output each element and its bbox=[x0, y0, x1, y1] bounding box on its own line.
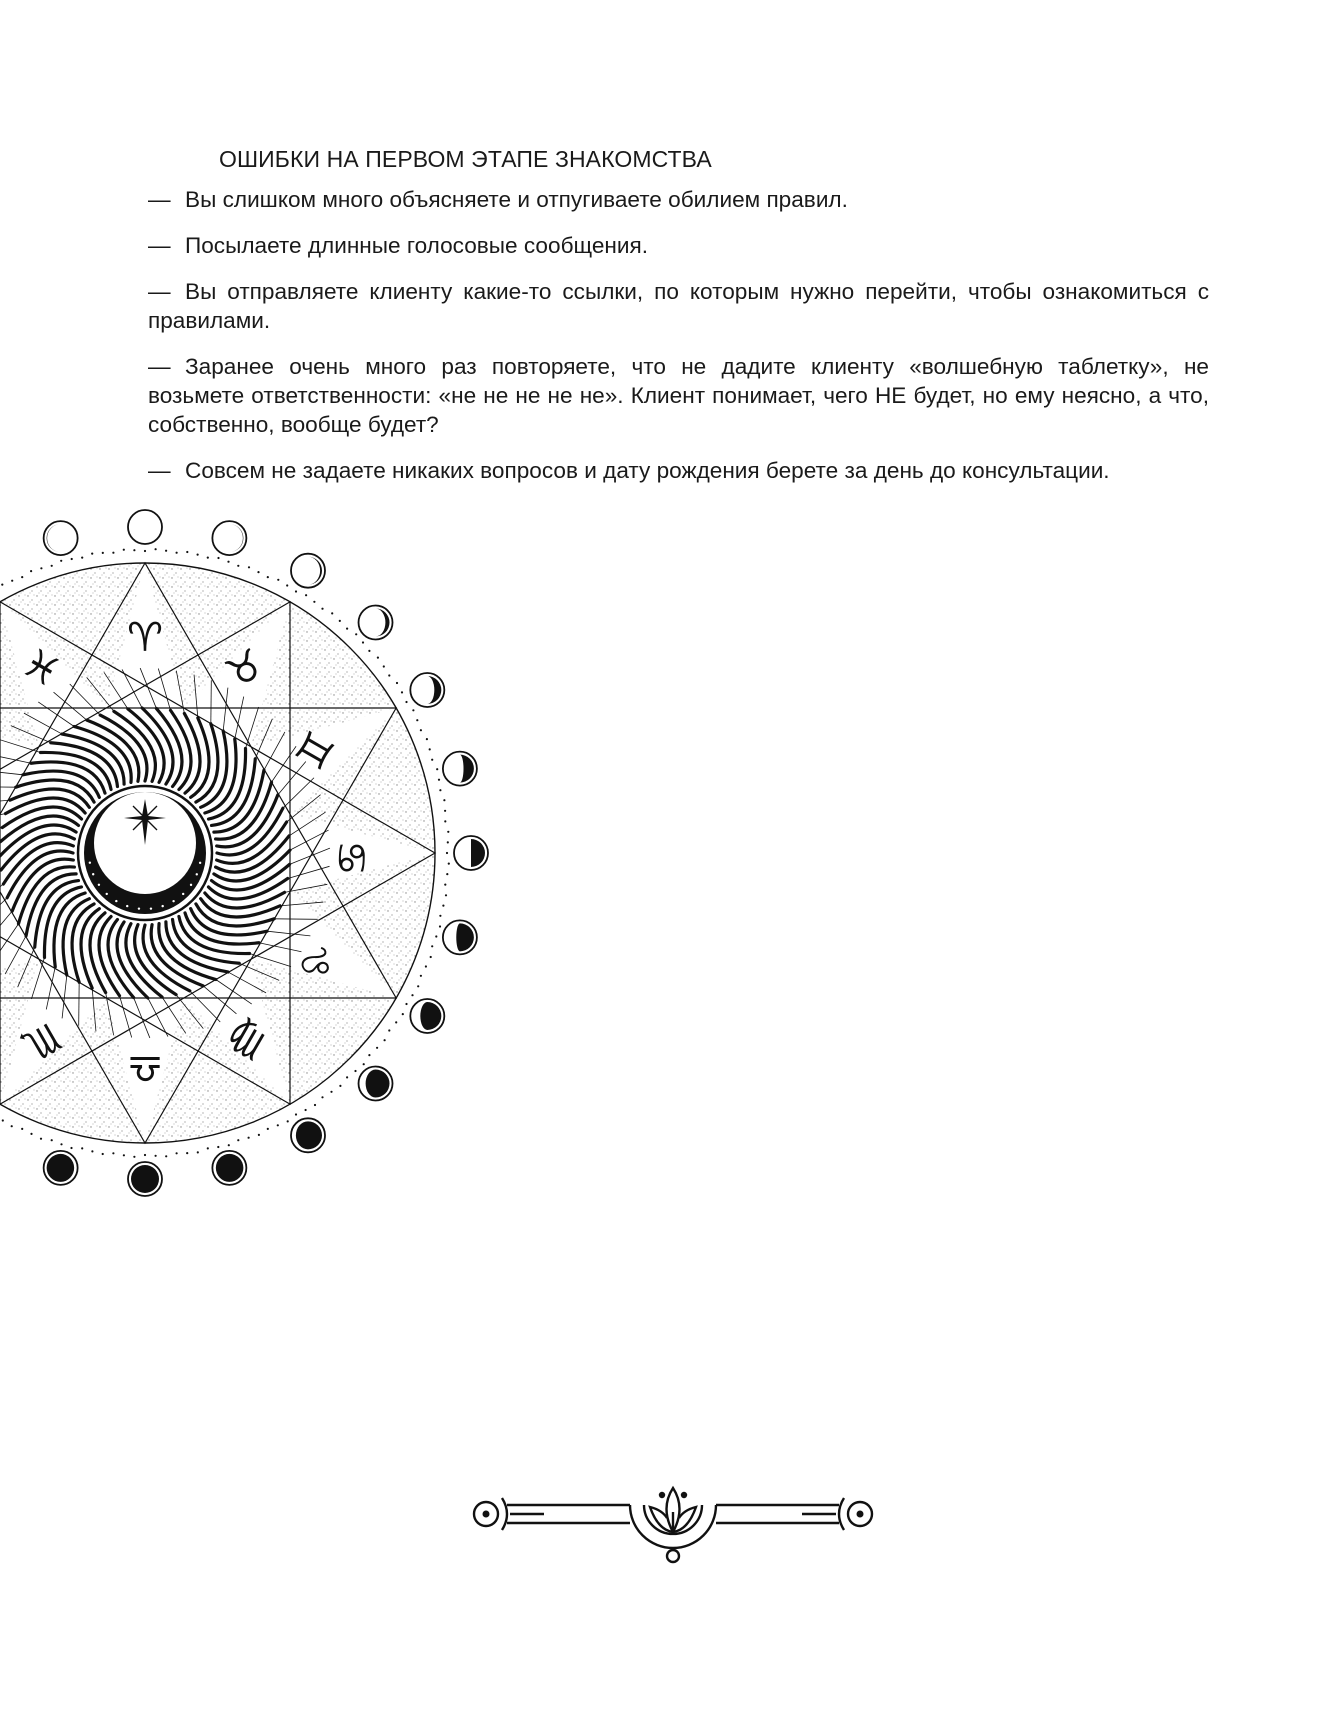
wheel-geometry bbox=[0, 510, 488, 1196]
list-item-text: Заранее очень много раз повторяете, что не дадите клиенту «волшебную таблетку», не возьмете ответственности: «не не не не не». Клиент понимает, чего НЕ будет, но ему неясно, а что, собственно, вообще будет? bbox=[148, 354, 1209, 437]
svg-text:♌: ♌ bbox=[289, 935, 348, 991]
list-item-text: Посылаете длинные голосовые сообщения. bbox=[185, 233, 649, 259]
list-item-text: Вы слишком много объясняете и отпугиваете обилием правил. bbox=[185, 187, 848, 212]
svg-text:♏: ♏ bbox=[13, 1012, 69, 1071]
svg-text:♈: ♈ bbox=[127, 615, 163, 661]
list-item-text: Совсем не задаете никаких вопросов и дату рождения берете за день до консультации. bbox=[185, 457, 1110, 483]
svg-text:♍: ♍ bbox=[219, 1010, 275, 1069]
svg-text:♉: ♉ bbox=[217, 640, 273, 699]
lotus-divider-ornament bbox=[462, 1470, 882, 1570]
em-dash: — bbox=[148, 279, 171, 305]
svg-text:♋: ♋ bbox=[330, 840, 376, 876]
svg-text:♓: ♓ bbox=[13, 639, 69, 698]
list-item-text: Вы отправляете клиенту какие-то ссылки, по которым нужно перейти, чтобы ознакомиться с правилами. bbox=[148, 279, 1209, 334]
section-heading: ОШИБКИ НА ПЕРВОМ ЭТАПЕ ЗНАКОМСТВА bbox=[219, 146, 712, 172]
svg-text:♎: ♎ bbox=[127, 1045, 163, 1091]
em-dash: — bbox=[148, 457, 171, 483]
em-dash: — bbox=[148, 233, 171, 259]
svg-text:♊: ♊ bbox=[287, 723, 346, 779]
em-dash: — bbox=[148, 187, 171, 212]
em-dash: — bbox=[148, 354, 171, 380]
zodiac-wheel-illustration bbox=[0, 0, 520, 1240]
